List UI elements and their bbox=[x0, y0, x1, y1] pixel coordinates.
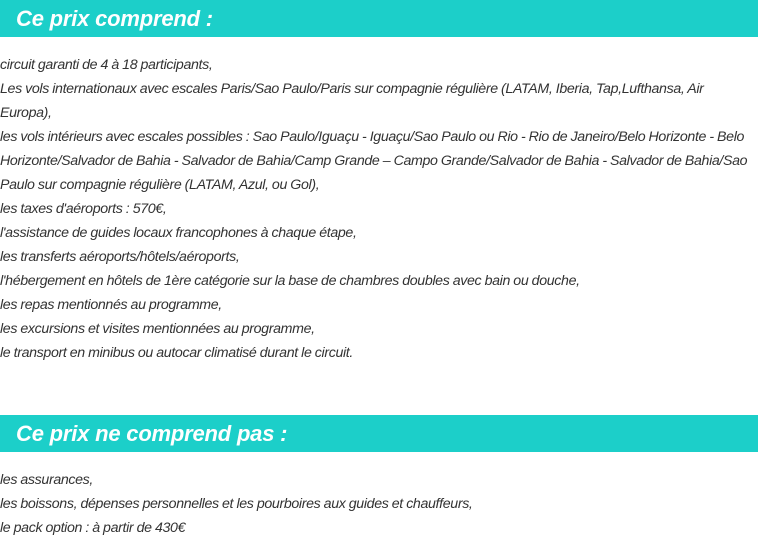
includes-item: l'assistance de guides locaux francophones à chaque étape, bbox=[0, 225, 357, 241]
includes-item: l'hébergement en hôtels de 1ère catégorie sur la base de chambres doubles avec bain ou douche, bbox=[0, 273, 580, 289]
includes-item: les excursions et visites mentionnées au programme, bbox=[0, 321, 315, 337]
excludes-list bbox=[0, 468, 756, 540]
excludes-item: les assurances, bbox=[0, 472, 94, 488]
includes-list bbox=[0, 53, 756, 365]
includes-item: les taxes d'aéroports : 570€, bbox=[0, 201, 167, 217]
excludes-item: les boissons, dépenses personnelles et les pourboires aux guides et chauffeurs, bbox=[0, 496, 473, 512]
includes-item: les transferts aéroports/hôtels/aéroports, bbox=[0, 249, 240, 265]
excludes-item: le pack option : à partir de 430€ bbox=[0, 520, 186, 536]
includes-item: circuit garanti de 4 à 18 participants, bbox=[0, 57, 213, 73]
includes-item: les vols intérieurs avec escales possibles : Sao Paulo/Iguaçu - Iguaçu/Sao Paulo ou Rio - Rio de Janeiro/Belo Horizonte - Belo Horizonte/Salvador de Bahia - Salvador de Bahia/Camp Grande – Campo Grande/Salvador de Bahia - Salvador de Bahia/Sao Paulo sur compagnie régulière (LATAM, Azul, ou Gol), bbox=[0, 129, 748, 193]
includes-item: le transport en minibus ou autocar climatisé durant le circuit. bbox=[0, 345, 353, 361]
excludes-title: Ce prix ne comprend pas : bbox=[16, 420, 288, 446]
includes-header bbox=[0, 0, 758, 37]
includes-title: Ce prix comprend : bbox=[16, 5, 213, 31]
excludes-header bbox=[0, 415, 758, 452]
includes-item: les repas mentionnés au programme, bbox=[0, 297, 222, 313]
includes-item: Les vols internationaux avec escales Paris/Sao Paulo/Paris sur compagnie régulière (LATAM, Iberia, Tap,Lufthansa, Air Europa), bbox=[0, 81, 704, 121]
